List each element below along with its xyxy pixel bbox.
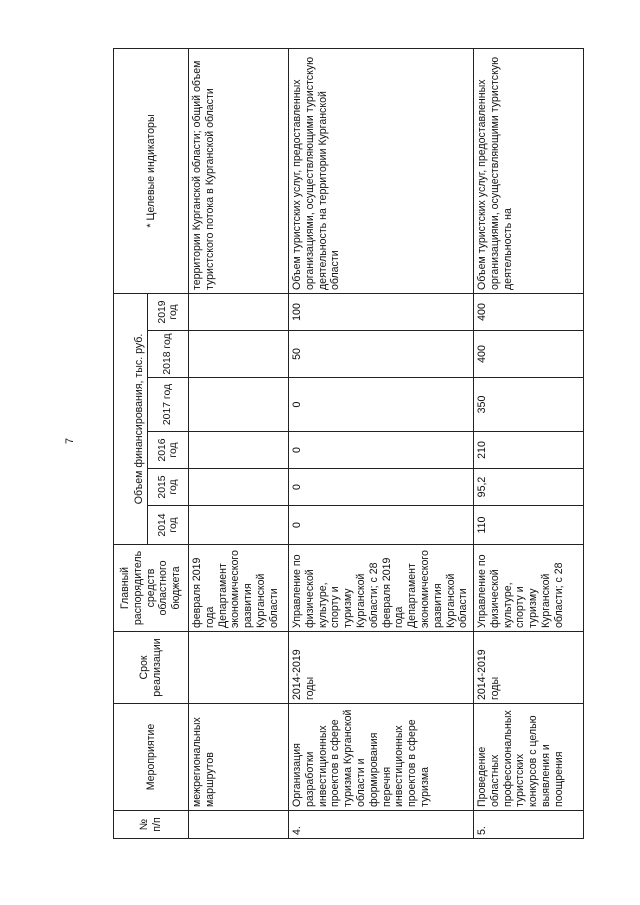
row-value bbox=[189, 331, 289, 378]
table-row bbox=[189, 49, 289, 839]
row-value: 50 bbox=[289, 331, 474, 378]
row-term: 2014-2019 годы bbox=[289, 632, 474, 704]
row-value bbox=[189, 432, 289, 469]
header-manager: Главный распорядитель средств областного бюджета bbox=[114, 545, 189, 632]
row-term bbox=[189, 632, 289, 704]
table-row bbox=[474, 49, 584, 839]
rotated-table-container bbox=[113, 49, 565, 839]
row-value: 95,2 bbox=[474, 469, 584, 506]
header-year: 2015 год bbox=[148, 469, 189, 506]
row-value: 0 bbox=[289, 506, 474, 545]
row-value: 110 bbox=[474, 506, 584, 545]
row-value bbox=[189, 506, 289, 545]
header-num: № п/п bbox=[114, 811, 189, 839]
row-value: 400 bbox=[474, 294, 584, 331]
row-indicator: Объем туристских услуг, предоставленных организациями, осуществляющими туристскую деятельность на территории Курганской области bbox=[289, 49, 474, 294]
row-manager: февраля 2019 года Департамент экономического развития Курганской области bbox=[189, 545, 289, 632]
page-number: 7 bbox=[64, 437, 76, 444]
row-num: 4. bbox=[289, 811, 474, 839]
row-value: 210 bbox=[474, 432, 584, 469]
row-value bbox=[189, 294, 289, 331]
header-year: 2019 год bbox=[148, 294, 189, 331]
row-indicator: Объем туристских услуг, предоставленных организациями, осуществляющими туристскую деятельность на bbox=[474, 49, 584, 294]
row-activity: межрегиональных маршрутов bbox=[189, 704, 289, 811]
row-value: 0 bbox=[289, 378, 474, 432]
header-year: 2018 год bbox=[148, 331, 189, 378]
header-activity: Мероприятие bbox=[114, 704, 189, 811]
row-value bbox=[189, 469, 289, 506]
row-value: 350 bbox=[474, 378, 584, 432]
row-value bbox=[189, 378, 289, 432]
row-value: 400 bbox=[474, 331, 584, 378]
header-term: Срок реализации bbox=[114, 632, 189, 704]
row-value: 100 bbox=[289, 294, 474, 331]
row-num bbox=[189, 811, 289, 839]
row-indicator: территории Курганской области; общий объем туристского потока в Курганской области bbox=[189, 49, 289, 294]
header-indicators: * Целевые индикаторы bbox=[114, 49, 189, 294]
row-value: 0 bbox=[289, 432, 474, 469]
row-manager: Управление по физической культуре, спорту и туризму Курганской области; с 28 bbox=[474, 545, 584, 632]
header-year: 2014 год bbox=[148, 506, 189, 545]
row-manager: Управление по физической культуре, спорту и туризму Курганской области; с 28 февраля 2019 года Департамент экономического развития Курганской области bbox=[289, 545, 474, 632]
header-year: 2017 год bbox=[148, 378, 189, 432]
row-num: 5. bbox=[474, 811, 584, 839]
row-value: 0 bbox=[289, 469, 474, 506]
header-year: 2016 год bbox=[148, 432, 189, 469]
header-funding: Объем финансирования, тыс. руб. bbox=[114, 294, 148, 545]
row-activity: Проведение областных профессиональных туристских конкурсов с целью выявления и поощрения bbox=[474, 704, 584, 811]
row-activity: Организация разработки инвестиционных проектов в сфере туризма Курганской области и формирования перечня инвестиционных проектов в сфере туризма bbox=[289, 704, 474, 811]
activities-table bbox=[113, 48, 584, 839]
table-row bbox=[289, 49, 474, 839]
row-term: 2014-2019 годы bbox=[474, 632, 584, 704]
